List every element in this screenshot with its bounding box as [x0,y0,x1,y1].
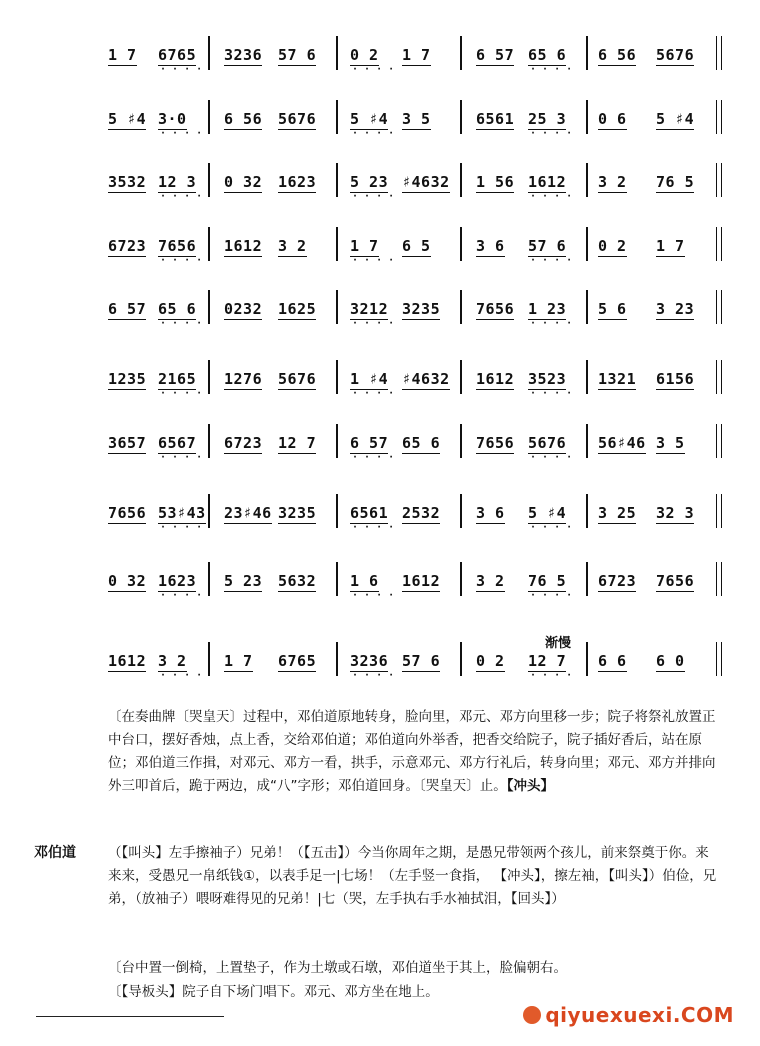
bar-line [586,562,588,596]
note-group: 1 56 [476,173,515,191]
footnote-rule [36,1016,224,1017]
watermark-logo-icon [523,1006,541,1024]
note-group: 7656 [476,300,515,318]
bar-line [716,227,722,261]
note-group: 3235 [402,300,441,318]
watermark: qiyuexuexi.COM [523,1003,734,1027]
note-group: · · · · 5 23 [350,173,388,191]
note-group: 0 2 [598,237,627,255]
score-row [96,110,736,150]
note-group: 7656 [656,572,695,590]
note-group: · · · · 1 6 [350,572,379,590]
bar-line [460,642,462,676]
note-group: 32 3 [656,504,695,522]
note-group: 2532 [402,504,441,522]
bar-line [208,360,210,394]
note-group: 5 23 [224,572,263,590]
bar-line [586,36,588,70]
bar-line [716,163,722,197]
stage-direction-1: 〔在奏曲牌〔哭皇天〕过程中，邓伯道原地转身，脸向里，邓元、邓方向里移一步；院子将祭礼放置正中台口，摆好香烛，点上香，交给邓伯道；邓伯道向外举香，把香交给院子，院子插好香后，站在原位；邓伯道三作揖，对邓元、邓方一看，拱手，示意邓元、邓方行礼后，转身向里；邓元、邓方并排向外三叩首后，跪于两边，成“八”字形；邓伯道回身。〔哭皇天〕止。【冲头】 [108,709,716,794]
note-group: 3 2 [598,173,627,191]
note-group: 65 6 [402,434,441,452]
score-row [96,572,736,612]
bar-line [336,642,338,676]
bar-line [586,424,588,458]
note-group: · · · · 0 2 [350,46,379,64]
note-group: 1276 [224,370,263,388]
bar-line [460,360,462,394]
score-row [96,300,736,340]
note-group: 6 0 [656,652,685,670]
note-group: 3 2 [476,572,505,590]
note-group: 12 7 [278,434,317,452]
dialogue-block: （【叫头】左手擦袖子）兄弟！（【五击】）今当你周年之期，是愚兄带领两个孩儿，前来祭奠于你。来来来，受愚兄一帛纸钱①，以表手足一|七场！（左手竖一食指， 【冲头】，擦左袖，【叫头】）伯俭，兄弟，（放袖子）喂呀难得见的兄弟！|七（哭，左手执右手水袖拭泪，【回头】） [108,845,717,907]
bar-line [336,36,338,70]
bar-line [716,36,722,70]
note-group: · · · · 6567 [158,434,196,452]
note-group: · · · · 1 23 [528,300,566,318]
bar-line [586,100,588,134]
score-row [96,434,736,474]
bar-line [716,290,722,324]
note-group: 5 6 [598,300,627,318]
bar-line [716,360,722,394]
note-group: ♯4632 [402,173,450,191]
note-group: · · · · 3212 [350,300,388,318]
bar-line [336,227,338,261]
note-group: 1235 [108,370,147,388]
note-group: 3235 [278,504,317,522]
note-group: 0232 [224,300,263,318]
bar-line [208,163,210,197]
bar-line [208,424,210,458]
note-group: 0 32 [224,173,263,191]
note-group: 5676 [278,110,317,128]
note-group: 23♯46 [224,504,272,522]
note-group: 0 32 [108,572,147,590]
bar-line [336,100,338,134]
note-group: · · · · 3·0 [158,110,187,128]
note-group: 1623 [278,173,317,191]
stage-direction-2: 〔台中置一倒椅，上置垫子，作为土墩或石墩，邓伯道坐于其上，脸偏朝右。 [108,960,567,976]
bar-line [586,227,588,261]
bar-line [336,290,338,324]
note-group: 3 6 [476,504,505,522]
note-group: 3657 [108,434,147,452]
note-group: 1321 [598,370,637,388]
note-group: · · · · 65 6 [528,46,566,64]
note-group: 7656 [476,434,515,452]
note-group: 6 6 [598,652,627,670]
note-group: 1 7 [402,46,431,64]
bar-line [716,100,722,134]
bar-line [460,290,462,324]
bar-line [208,290,210,324]
note-group: · · · · 1 7 [350,237,379,255]
note-group: 5632 [278,572,317,590]
note-group: · · · · 65 6 [158,300,196,318]
score-row [96,370,736,410]
bar-line [208,100,210,134]
note-group: 56♯46 [598,434,646,452]
bar-line [716,494,722,528]
stage-direction-3: 〔【导板头】院子自下场门唱下。邓元、邓方坐在地上。 [108,984,439,1000]
bar-line [208,562,210,596]
note-group: 0 2 [476,652,505,670]
score-row [96,173,736,213]
note-group: 3 6 [476,237,505,255]
speaker-name: 邓伯道 [34,845,76,861]
note-group: · · · · 6561 [350,504,388,522]
bar-line [336,360,338,394]
note-group: · · · · 1612 [528,173,566,191]
note-group: 1 7 [108,46,137,64]
note-group: · · · · 6765 [158,46,196,64]
bar-line [460,494,462,528]
note-group: 6 56 [224,110,263,128]
bar-line [208,227,210,261]
note-group: 1 7 [224,652,253,670]
note-group: 1625 [278,300,317,318]
note-group: 3 5 [402,110,431,128]
bar-line [460,424,462,458]
bar-line [460,562,462,596]
note-group: 1612 [476,370,515,388]
note-group: · · · · 76 5 [528,572,566,590]
note-group: 6156 [656,370,695,388]
note-group: 7656 [108,504,147,522]
bar-line [586,163,588,197]
note-group: 57 6 [278,46,317,64]
note-group: · · · · 6 57 [350,434,388,452]
note-group: · · · · 57 6 [528,237,566,255]
note-group: 6 56 [598,46,637,64]
note-group: 5 ♯4 [108,110,147,128]
note-group: 1612 [108,652,147,670]
bar-line [460,227,462,261]
note-group: 57 6 [402,652,441,670]
tempo-marking: 渐慢 [545,636,572,651]
note-group: 5 ♯4 [656,110,695,128]
note-group: 0 6 [598,110,627,128]
note-group: 1612 [402,572,441,590]
note-group: 1612 [224,237,263,255]
note-group: · · · · 3523 [528,370,566,388]
bar-line [460,100,462,134]
score-row [96,46,736,86]
bar-line [208,642,210,676]
note-group: 76 5 [656,173,695,191]
note-group: · · · · 3 2 [158,652,187,670]
bar-line [336,424,338,458]
note-group: · · · · 5 ♯4 [528,504,566,522]
bar-line [716,424,722,458]
bar-line [336,163,338,197]
note-group: 5676 [656,46,695,64]
bar-line [336,562,338,596]
note-group: 6723 [224,434,263,452]
note-group: · · · · 5676 [528,434,566,452]
note-group: 6723 [598,572,637,590]
bar-line [208,36,210,70]
note-group: 1 7 [656,237,685,255]
note-group: · · · · 1623 [158,572,196,590]
note-group: · · · · 12 3 [158,173,196,191]
note-group: · · · · 53♯43 [158,504,206,522]
bar-line [208,494,210,528]
note-group: 6 57 [108,300,147,318]
note-group: 6723 [108,237,147,255]
note-group: · · · · 1 ♯4 [350,370,388,388]
note-group: · · · · 5 ♯4 [350,110,388,128]
note-group: · · · · 12 7 [528,652,566,670]
note-group: 6 5 [402,237,431,255]
bar-line [460,36,462,70]
note-group: 3236 [224,46,263,64]
bar-line [336,494,338,528]
bar-line [716,642,722,676]
note-group: 6561 [476,110,515,128]
bar-line [586,642,588,676]
note-group: 6 57 [476,46,515,64]
note-group: ♯4632 [402,370,450,388]
bar-line [460,163,462,197]
note-group: · · · · 2165 [158,370,196,388]
note-group: · · · · 7656 [158,237,196,255]
bar-line [586,290,588,324]
note-group: 3 2 [278,237,307,255]
note-group: 6765 [278,652,317,670]
bar-line [716,562,722,596]
note-group: 3 23 [656,300,695,318]
score-row [96,237,736,277]
bar-line [586,360,588,394]
note-group: 3532 [108,173,147,191]
note-group: 3 25 [598,504,637,522]
note-group: · · · · 3236 [350,652,388,670]
note-group: 5676 [278,370,317,388]
score-row [96,652,736,692]
bar-line [586,494,588,528]
note-group: 3 5 [656,434,685,452]
score-row [96,504,736,544]
note-group: · · · · 25 3 [528,110,566,128]
